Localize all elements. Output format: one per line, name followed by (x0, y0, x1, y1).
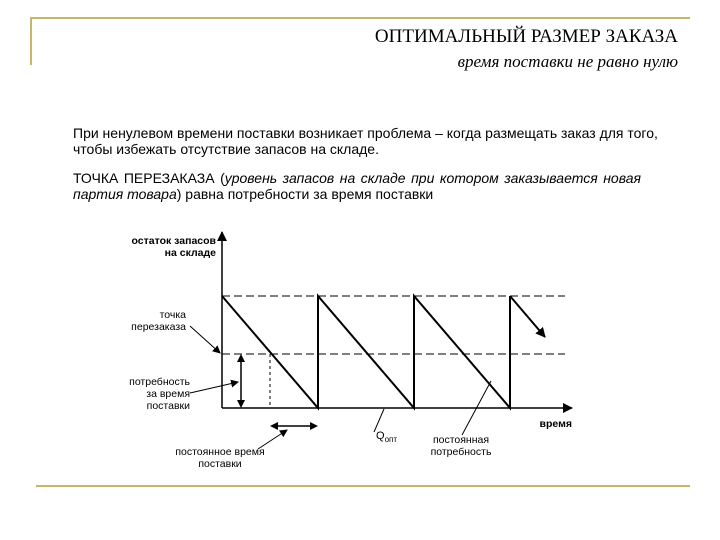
lead-demand-label: потребность за время поставки (129, 376, 190, 412)
x-axis-label: время (539, 418, 572, 430)
lead-time-arrow-right (310, 422, 318, 430)
definition-text: уровень запасов на складе при котором заказывается новая партия товара (73, 170, 641, 202)
lead-demand-arrow-bottom (237, 400, 245, 408)
lead-demand-arrow-top (237, 354, 245, 362)
q-opt-label (376, 430, 397, 446)
definition-open: ( (214, 170, 225, 186)
lead-time-label: постоянное время поставки (175, 446, 265, 470)
demand-label: постоянная потребность (430, 434, 492, 458)
frame-bottom-rule (36, 485, 690, 487)
reorder-point-label: точка перезаказа (131, 309, 186, 333)
inventory-sawtooth (222, 296, 510, 408)
q-label: Q (376, 430, 385, 442)
lead-demand-pointer (190, 382, 238, 393)
slide-subtitle: время поставки не равно нулю (457, 52, 678, 71)
intro-paragraph: При ненулевом времени поставки возникает проблема – когда размещать заказ для того, чтобы избежать отсутствие запасов на складе. (73, 125, 658, 157)
reorder-pointer (190, 326, 220, 353)
definition-close: ) равна потребности за время поставки (176, 186, 434, 202)
q-sub-label: опт (384, 435, 398, 445)
q-pointer (374, 409, 384, 432)
lead-time-arrow-left (270, 422, 278, 430)
inventory-continuation-arrow (510, 296, 545, 337)
y-axis-label: остаток запасов на складе (131, 235, 216, 259)
definition-term: ТОЧКА ПЕРЕЗАКАЗА (73, 170, 215, 186)
slide-title: ОПТИМАЛЬНЫЙ РАЗМЕР ЗАКАЗА (374, 26, 678, 47)
